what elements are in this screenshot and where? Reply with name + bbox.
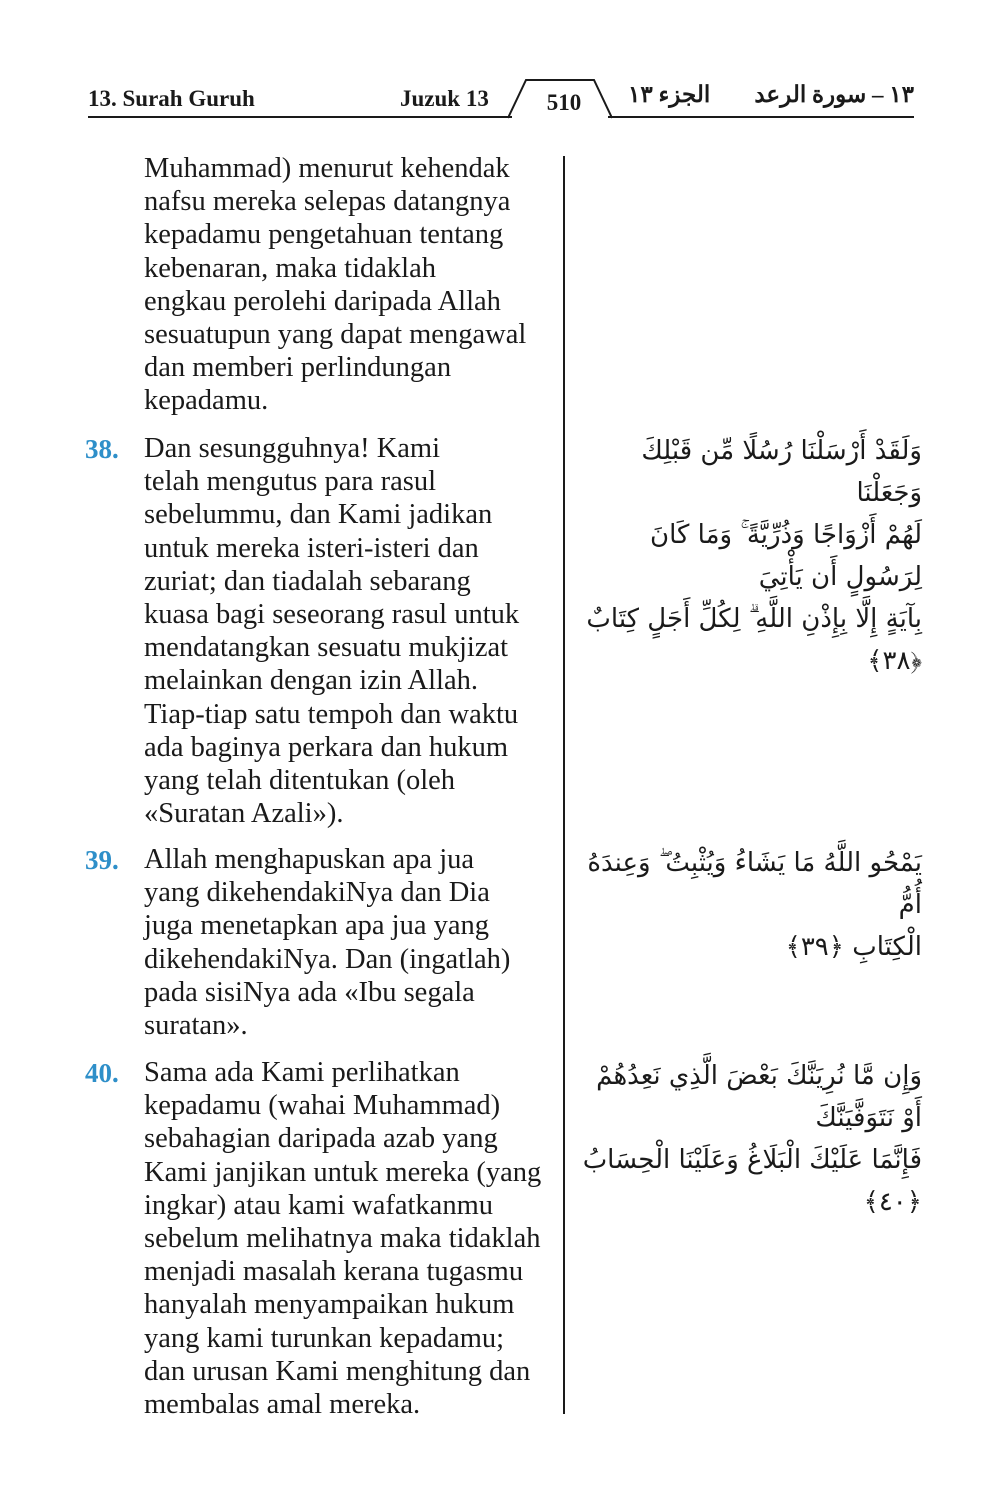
surah-title-latin: 13. Surah Guruh	[88, 86, 255, 111]
text-line: pada sisiNya ada «Ibu segala	[144, 976, 475, 1008]
text-line: ingkar) atau kami wafatkanmu	[144, 1189, 493, 1221]
arabic-line: لَهُمْ أَزْوَاجًا وَذُرِّيَّةً ۚ وَمَا كَانَ لِرَسُولٍ أَن يَأْتِيَ	[650, 520, 922, 592]
text-line: suratan».	[144, 1010, 248, 1042]
text-line: sebelummu, dan Kami jadikan	[144, 499, 493, 531]
text-line: yang dikehendakiNya dan Dia	[144, 877, 490, 909]
text-line: Muhammad) menurut kehendak	[144, 153, 510, 184]
verse-38-translation	[144, 432, 564, 830]
text-line: menjadi masalah kerana tugasmu	[144, 1256, 524, 1288]
text-line: Allah menghapuskan apa jua	[144, 844, 475, 875]
verse-40-arabic	[582, 1055, 922, 1223]
text-line: untuk mereka isteri-isteri dan	[144, 532, 479, 564]
text-line: dikehendakiNya. Dan (ingatlah)	[144, 943, 511, 975]
text-line: kepadamu.	[144, 385, 269, 417]
text-line: engkau perolehi daripada Allah	[144, 285, 501, 317]
text-line: nafsu mereka selepas datangnya	[144, 186, 511, 218]
text-line: mendatangkan sesuatu mukjizat	[144, 632, 509, 664]
text-line: «Suratan Azali»).	[144, 798, 344, 830]
text-line: ada baginya perkara dan hukum	[144, 731, 509, 763]
verse-38-arabic	[582, 430, 922, 682]
verse-39-translation	[144, 843, 564, 1042]
text-line: kuasa bagi seseorang rasul untuk	[144, 599, 520, 631]
text-line: dan memberi perlindungan	[144, 352, 452, 384]
arabic-line: وَإِن مَّا نُرِيَنَّكَ بَعْضَ الَّذِي نَعِدُهُمْ أَوْ نَتَوَفَّيَنَّكَ	[596, 1061, 922, 1133]
juz-label-latin: Juzuk 13	[400, 86, 489, 111]
verse-39-arabic	[582, 842, 922, 968]
page-number: 510	[546, 90, 582, 115]
text-line: yang telah ditentukan (oleh	[144, 765, 456, 797]
verse-40-translation	[144, 1056, 564, 1421]
text-line: sesuatupun yang dapat mengawal	[144, 319, 527, 351]
surah-title-arabic: ١٣ – سورة الرعد	[754, 82, 914, 107]
text-line: kebenaran, maka tidaklah	[144, 252, 436, 284]
text-line: kepadamu (wahai Muhammad)	[144, 1090, 501, 1122]
text-line: kepadamu pengetahuan tentang	[144, 219, 504, 251]
text-line: telah mengutus para rasul	[144, 466, 437, 498]
arabic-line: وَلَقَدْ أَرْسَلْنَا رُسُلًا مِّن قَبْلِكَ وَجَعَلْنَا	[641, 436, 922, 508]
text-line: yang kami turunkan kepadamu;	[144, 1322, 505, 1354]
text-line: Dan sesungguhnya! Kami	[144, 433, 441, 464]
page-header	[88, 80, 914, 120]
arabic-line: يَمْحُو اللَّهُ مَا يَشَاءُ وَيُثْبِتُ ۖ وَعِندَهُ أُمُّ	[587, 848, 922, 920]
header-rule-left	[88, 116, 512, 118]
verse-number-40: 40.	[85, 1058, 119, 1088]
text-line: sebahagian daripada azab yang	[144, 1123, 498, 1155]
text-line: hanyalah menyampaikan hukum	[144, 1289, 515, 1321]
text-line: membalas amal mereka.	[144, 1389, 421, 1421]
text-line: Kami janjikan untuk mereka (yang	[144, 1156, 542, 1188]
text-line: sebelum melihatnya maka tidaklah	[144, 1223, 541, 1255]
arabic-line: فَإِنَّمَا عَلَيْكَ الْبَلَاغُ وَعَلَيْنَا الْحِسَابُ ﴿٤٠﴾	[582, 1145, 922, 1217]
text-line: zuriat; dan tiadalah sebarang	[144, 565, 471, 597]
continuation-text	[144, 152, 564, 418]
text-line: melainkan dengan izin Allah.	[144, 665, 478, 697]
text-line: Tiap-tiap satu tempoh dan waktu	[144, 698, 519, 730]
juz-label-arabic: الجزء ١٣	[628, 82, 711, 107]
text-line: juga menetapkan apa jua yang	[144, 910, 490, 942]
verse-number-38: 38.	[85, 434, 119, 464]
text-line: Sama ada Kami perlihatkan	[144, 1057, 460, 1088]
verse-number-39: 39.	[85, 845, 119, 875]
arabic-line: الْكِتَابِ ﴿٣٩﴾	[785, 932, 922, 962]
header-rule-right	[608, 116, 914, 118]
text-line: dan urusan Kami menghitung dan	[144, 1355, 531, 1387]
arabic-line: بِآيَةٍ إِلَّا بِإِذْنِ اللَّهِ ۗ لِكُلِّ أَجَلٍ كِتَابٌ ﴿٣٨﴾	[586, 604, 922, 676]
